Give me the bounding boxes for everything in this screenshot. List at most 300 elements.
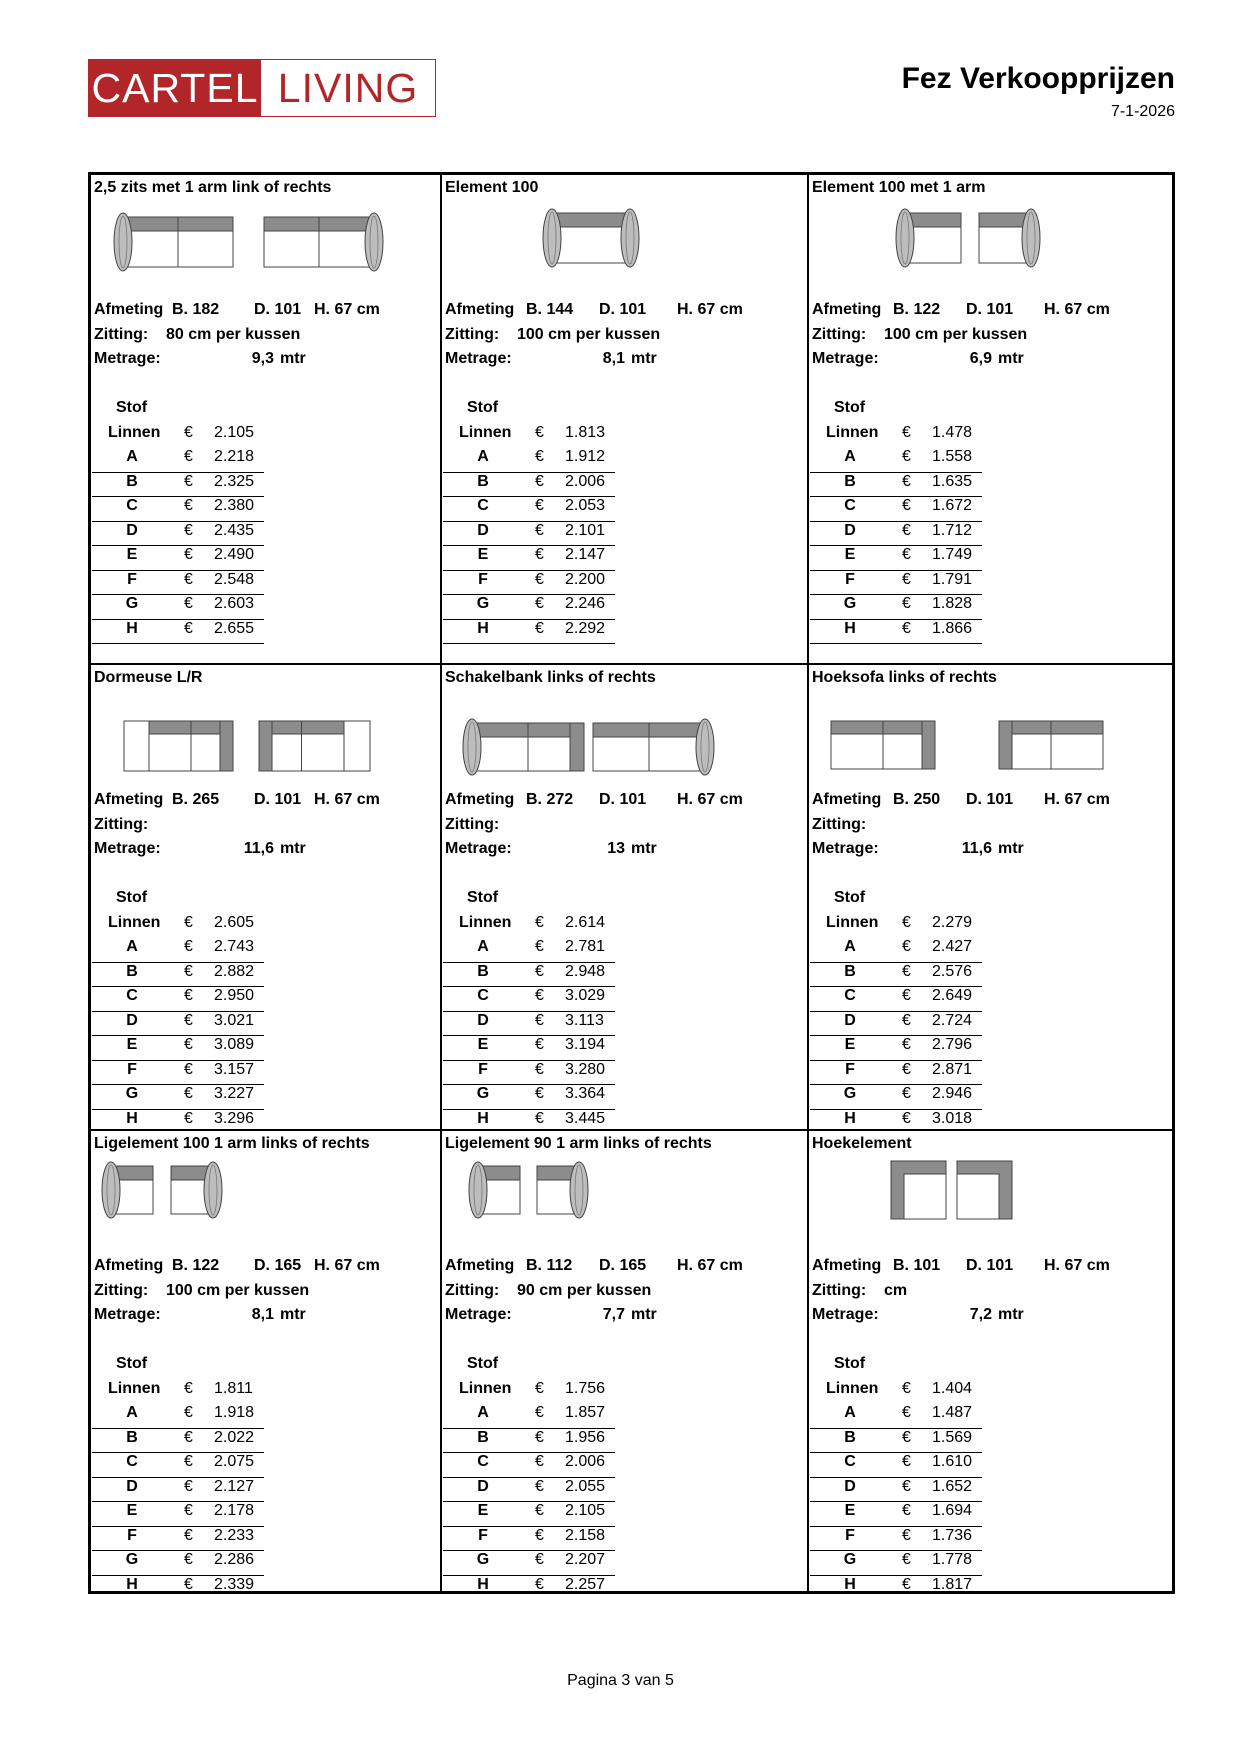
price-row (92, 1404, 264, 1429)
metrage-value: 11,6 (961, 840, 992, 857)
fabric-category: C (477, 1453, 489, 1470)
price-table (92, 889, 264, 1131)
price-value: 3.445 (565, 1109, 606, 1127)
euro-sign: € (184, 1575, 193, 1591)
price-row (92, 448, 264, 473)
zitting-label: Zitting: (94, 325, 149, 343)
price-row (443, 1036, 615, 1061)
euro-sign: € (184, 619, 193, 637)
euro-sign: € (535, 938, 544, 955)
price-table (92, 399, 264, 644)
euro-sign: € (535, 521, 544, 539)
price-row (810, 1478, 982, 1503)
price-row (810, 620, 982, 645)
price-row (443, 1576, 615, 1592)
fabric-category: Linnen (108, 1379, 161, 1397)
euro-sign: € (184, 546, 193, 563)
depth-value: D. 101 (966, 791, 1014, 808)
product-specs (445, 301, 807, 375)
price-row (92, 987, 264, 1012)
fabric-category: A (126, 448, 138, 465)
euro-sign: € (184, 1109, 193, 1127)
price-row (92, 963, 264, 988)
price-row (92, 595, 264, 620)
price-value: 2.781 (565, 938, 606, 955)
fabric-category: C (477, 497, 489, 514)
price-value: 3.113 (565, 1011, 604, 1029)
fabric-category: H (844, 1109, 856, 1127)
logo-part-1: CARTEL (89, 60, 261, 116)
price-value: 2.548 (214, 570, 255, 588)
fabric-category: B (844, 472, 856, 490)
price-value: 2.948 (565, 962, 606, 980)
product-specs (812, 301, 1172, 375)
euro-sign: € (535, 913, 544, 931)
euro-sign: € (902, 1085, 911, 1102)
price-table (810, 889, 982, 1131)
price-row (810, 1527, 982, 1552)
fabric-category: A (477, 448, 489, 465)
price-table (443, 1355, 615, 1591)
price-row (443, 546, 615, 571)
sofa-illustration (442, 201, 807, 291)
width-value: B. 182 (172, 301, 220, 318)
afmeting-label: Afmeting (812, 791, 882, 808)
price-row (443, 1453, 615, 1478)
price-value: 2.490 (214, 546, 255, 563)
price-row (92, 1429, 264, 1454)
stof-header: Stof (834, 889, 866, 906)
product-title: Dormeuse L/R (94, 669, 203, 686)
price-row (810, 1453, 982, 1478)
fabric-category: B (126, 1428, 138, 1446)
price-row (443, 1527, 615, 1552)
stof-header: Stof (834, 1355, 866, 1372)
width-value: B. 250 (893, 791, 941, 808)
metrage-value: 8,1 (602, 350, 625, 367)
fabric-category: A (126, 1404, 138, 1421)
fabric-category: F (845, 1060, 855, 1078)
height-value: H. 67 cm (1044, 791, 1110, 808)
price-row (810, 1380, 982, 1405)
sofa-illustration (809, 1157, 1172, 1247)
width-value: B. 272 (526, 791, 574, 808)
fabric-category: Linnen (826, 423, 879, 441)
zitting-label: Zitting: (445, 1281, 500, 1299)
price-row (443, 424, 615, 449)
euro-sign: € (902, 1477, 911, 1495)
price-value: 2.605 (214, 913, 255, 931)
price-row (443, 473, 615, 498)
price-row (810, 1036, 982, 1061)
euro-sign: € (902, 1526, 911, 1544)
euro-sign: € (902, 1011, 911, 1029)
price-row (810, 546, 982, 571)
price-row (92, 1380, 264, 1405)
price-value: 3.089 (214, 1036, 255, 1053)
price-value: 2.286 (214, 1551, 255, 1568)
euro-sign: € (902, 1502, 911, 1519)
fabric-category: C (126, 987, 138, 1004)
price-value: 2.147 (565, 546, 606, 563)
price-row (92, 522, 264, 547)
price-table (92, 1355, 264, 1591)
price-value: 2.325 (214, 472, 255, 490)
price-row (443, 938, 615, 963)
depth-value: D. 101 (254, 791, 302, 808)
product-card (91, 175, 442, 665)
price-value: 1.569 (932, 1428, 973, 1446)
afmeting-label: Afmeting (812, 301, 882, 318)
fabric-category: F (845, 1526, 855, 1544)
euro-sign: € (902, 1379, 911, 1397)
euro-sign: € (535, 1477, 544, 1495)
fabric-category: G (843, 1551, 857, 1568)
price-value: 2.603 (214, 595, 255, 612)
euro-sign: € (902, 987, 911, 1004)
price-table (810, 399, 982, 644)
zitting-value: 100 cm per kussen (517, 325, 661, 343)
euro-sign: € (184, 1453, 193, 1470)
price-row (810, 963, 982, 988)
stof-header: Stof (467, 399, 499, 416)
price-row (810, 1551, 982, 1576)
price-value: 1.956 (565, 1428, 606, 1446)
product-card (91, 665, 442, 1131)
euro-sign: € (184, 1428, 193, 1446)
euro-sign: € (184, 472, 193, 490)
zitting-label: Zitting: (445, 325, 500, 343)
price-row (92, 1478, 264, 1503)
price-value: 2.233 (214, 1526, 255, 1544)
price-row (92, 1012, 264, 1037)
fabric-category: G (476, 1551, 490, 1568)
fabric-category: G (125, 1551, 139, 1568)
price-row (810, 571, 982, 596)
euro-sign: € (184, 423, 193, 441)
zitting-value: 100 cm per kussen (884, 325, 1028, 343)
zitting-label: Zitting: (812, 325, 867, 343)
sofa-illustration (442, 1157, 807, 1247)
metrage-unit: mtr (998, 350, 1024, 367)
price-row (92, 1110, 264, 1132)
euro-sign: € (184, 1036, 193, 1053)
brand-logo (88, 59, 436, 117)
price-value: 2.105 (565, 1502, 606, 1519)
price-value: 1.712 (932, 521, 973, 539)
price-table (443, 889, 615, 1131)
stof-header: Stof (834, 399, 866, 416)
stof-header: Stof (116, 1355, 148, 1372)
fabric-category: D (126, 1011, 138, 1029)
price-value: 3.280 (565, 1060, 606, 1078)
euro-sign: € (902, 497, 911, 514)
product-title: Schakelbank links of rechts (445, 669, 656, 686)
price-row (810, 938, 982, 963)
euro-sign: € (902, 423, 911, 441)
width-value: B. 122 (893, 301, 941, 318)
euro-sign: € (184, 448, 193, 465)
metrage-unit: mtr (631, 840, 657, 857)
price-value: 2.796 (932, 1036, 973, 1053)
price-value: 2.178 (214, 1502, 255, 1519)
euro-sign: € (184, 1085, 193, 1102)
fabric-category: H (477, 1575, 489, 1591)
product-title: Element 100 (445, 179, 539, 196)
euro-sign: € (184, 1551, 193, 1568)
price-value: 2.022 (214, 1428, 255, 1446)
euro-sign: € (535, 1085, 544, 1102)
euro-sign: € (902, 1428, 911, 1446)
price-value: 1.558 (932, 448, 973, 465)
width-value: B. 112 (526, 1257, 573, 1274)
fabric-category: G (125, 1085, 139, 1102)
euro-sign: € (184, 595, 193, 612)
product-title: 2,5 zits met 1 arm link of rechts (94, 179, 332, 196)
price-row (810, 595, 982, 620)
page-number: Pagina 3 van 5 (567, 1672, 674, 1689)
euro-sign: € (535, 619, 544, 637)
stof-header: Stof (116, 399, 148, 416)
metrage-label: Metrage: (94, 840, 161, 857)
sofa-illustration (91, 1157, 440, 1247)
metrage-label: Metrage: (812, 350, 879, 367)
price-row (92, 571, 264, 596)
price-row (443, 448, 615, 473)
zitting-value: 100 cm per kussen (166, 1281, 310, 1299)
product-card (809, 665, 1172, 1131)
fabric-category: E (477, 1502, 489, 1519)
product-specs (445, 1257, 807, 1331)
sofa-illustration (91, 201, 440, 291)
product-card (809, 175, 1172, 665)
euro-sign: € (902, 1404, 911, 1421)
price-value: 2.006 (565, 1453, 606, 1470)
euro-sign: € (184, 1379, 193, 1397)
price-value: 1.778 (932, 1551, 973, 1568)
fabric-category: F (478, 570, 488, 588)
price-value: 2.743 (214, 938, 255, 955)
metrage-label: Metrage: (445, 350, 512, 367)
price-row (443, 1085, 615, 1110)
price-value: 2.435 (214, 521, 255, 539)
euro-sign: € (535, 1428, 544, 1446)
price-row (443, 1012, 615, 1037)
price-value: 1.791 (932, 570, 973, 588)
width-value: B. 265 (172, 791, 220, 808)
euro-sign: € (902, 1060, 911, 1078)
price-value: 2.339 (214, 1575, 255, 1591)
euro-sign: € (902, 546, 911, 563)
fabric-category: E (477, 1036, 489, 1053)
price-row (92, 497, 264, 522)
height-value: H. 67 cm (677, 301, 743, 318)
price-value: 2.292 (565, 619, 606, 637)
fabric-category: D (477, 1011, 489, 1029)
afmeting-label: Afmeting (445, 301, 515, 318)
price-value: 2.053 (565, 497, 606, 514)
fabric-category: G (125, 595, 139, 612)
price-value: 3.227 (214, 1085, 255, 1102)
price-value: 1.756 (565, 1379, 606, 1397)
metrage-value: 8,1 (251, 1306, 274, 1323)
price-table (443, 399, 615, 644)
metrage-value: 6,9 (969, 350, 992, 367)
height-value: H. 67 cm (314, 1257, 380, 1274)
price-row (443, 497, 615, 522)
euro-sign: € (535, 1502, 544, 1519)
price-row (443, 595, 615, 620)
fabric-category: F (845, 570, 855, 588)
fabric-category: H (844, 1575, 856, 1591)
afmeting-label: Afmeting (94, 791, 164, 808)
price-row (810, 497, 982, 522)
product-title: Hoeksofa links of rechts (812, 669, 997, 686)
fabric-category: Linnen (108, 423, 161, 441)
depth-value: D. 165 (254, 1257, 302, 1274)
metrage-unit: mtr (280, 350, 306, 367)
euro-sign: € (184, 521, 193, 539)
fabric-category: H (126, 1109, 138, 1127)
width-value: B. 144 (526, 301, 574, 318)
fabric-category: D (477, 521, 489, 539)
price-value: 1.736 (932, 1526, 973, 1544)
zitting-label: Zitting: (94, 1281, 149, 1299)
euro-sign: € (535, 570, 544, 588)
product-specs (812, 1257, 1172, 1331)
width-value: B. 122 (172, 1257, 220, 1274)
metrage-unit: mtr (998, 1306, 1024, 1323)
euro-sign: € (184, 570, 193, 588)
price-row (810, 1085, 982, 1110)
fabric-category: F (127, 1526, 137, 1544)
afmeting-label: Afmeting (94, 1257, 164, 1274)
price-value: 3.029 (565, 987, 606, 1004)
price-row (92, 938, 264, 963)
price-value: 2.055 (565, 1477, 606, 1495)
fabric-category: E (844, 546, 856, 563)
price-value: 2.158 (565, 1526, 606, 1544)
euro-sign: € (535, 472, 544, 490)
euro-sign: € (902, 1036, 911, 1053)
sofa-illustration (809, 201, 1172, 291)
price-value: 1.610 (932, 1453, 973, 1470)
price-row (443, 1429, 615, 1454)
euro-sign: € (535, 1109, 544, 1127)
euro-sign: € (535, 546, 544, 563)
price-value: 2.279 (932, 913, 973, 931)
price-row (810, 1502, 982, 1527)
fabric-category: A (477, 1404, 489, 1421)
metrage-label: Metrage: (812, 1306, 879, 1323)
fabric-category: C (844, 987, 856, 1004)
fabric-category: H (126, 1575, 138, 1591)
euro-sign: € (902, 448, 911, 465)
depth-value: D. 101 (599, 301, 647, 318)
product-card (442, 175, 809, 665)
height-value: H. 67 cm (677, 1257, 743, 1274)
price-value: 3.364 (565, 1085, 606, 1102)
euro-sign: € (184, 938, 193, 955)
price-row (810, 1110, 982, 1132)
fabric-category: E (126, 1036, 138, 1053)
fabric-category: D (844, 521, 856, 539)
price-value: 1.694 (932, 1502, 973, 1519)
fabric-category: B (477, 962, 489, 980)
metrage-value: 9,3 (251, 350, 274, 367)
product-specs (94, 1257, 440, 1331)
euro-sign: € (902, 1453, 911, 1470)
document-date: 7-1-2026 (1110, 103, 1175, 120)
price-value: 2.724 (932, 1011, 973, 1029)
metrage-unit: mtr (631, 350, 657, 367)
metrage-unit: mtr (280, 1306, 306, 1323)
price-value: 2.871 (932, 1060, 973, 1078)
metrage-value: 7,2 (969, 1306, 992, 1323)
fabric-category: G (476, 1085, 490, 1102)
product-specs (812, 791, 1172, 865)
height-value: H. 67 cm (314, 301, 380, 318)
euro-sign: € (184, 1477, 193, 1495)
price-value: 1.478 (932, 423, 973, 441)
height-value: H. 67 cm (1044, 301, 1110, 318)
euro-sign: € (184, 1502, 193, 1519)
fabric-category: Linnen (826, 913, 879, 931)
fabric-category: E (844, 1502, 856, 1519)
afmeting-label: Afmeting (812, 1257, 882, 1274)
zitting-label: Zitting: (812, 815, 867, 833)
price-value: 2.075 (214, 1453, 255, 1470)
price-value: 2.950 (214, 987, 255, 1004)
price-value: 1.918 (214, 1404, 255, 1421)
euro-sign: € (535, 1453, 544, 1470)
document-title: Fez Verkoopprijzen (901, 62, 1175, 95)
price-value: 2.882 (214, 962, 255, 980)
product-title: Hoekelement (812, 1135, 912, 1152)
euro-sign: € (902, 570, 911, 588)
price-value: 2.946 (932, 1085, 973, 1102)
euro-sign: € (184, 962, 193, 980)
price-row (443, 620, 615, 645)
euro-sign: € (902, 472, 911, 490)
depth-value: D. 101 (254, 301, 302, 318)
price-row (810, 1061, 982, 1086)
price-row (92, 546, 264, 571)
fabric-category: E (126, 546, 138, 563)
euro-sign: € (184, 1526, 193, 1544)
euro-sign: € (902, 1109, 911, 1127)
metrage-label: Metrage: (445, 1306, 512, 1323)
price-row (443, 1380, 615, 1405)
price-value: 1.828 (932, 595, 973, 612)
price-row (810, 914, 982, 939)
product-specs (94, 301, 440, 375)
fabric-category: Linnen (459, 1379, 512, 1397)
price-row (92, 1085, 264, 1110)
price-value: 1.912 (565, 448, 606, 465)
afmeting-label: Afmeting (445, 1257, 515, 1274)
price-row (92, 1036, 264, 1061)
euro-sign: € (902, 1575, 911, 1591)
price-value: 2.427 (932, 938, 973, 955)
euro-sign: € (535, 1379, 544, 1397)
price-row (810, 987, 982, 1012)
price-row (810, 473, 982, 498)
price-value: 1.817 (932, 1575, 973, 1591)
fabric-category: D (844, 1011, 856, 1029)
depth-value: D. 165 (599, 1257, 647, 1274)
zitting-label: Zitting: (94, 815, 149, 833)
